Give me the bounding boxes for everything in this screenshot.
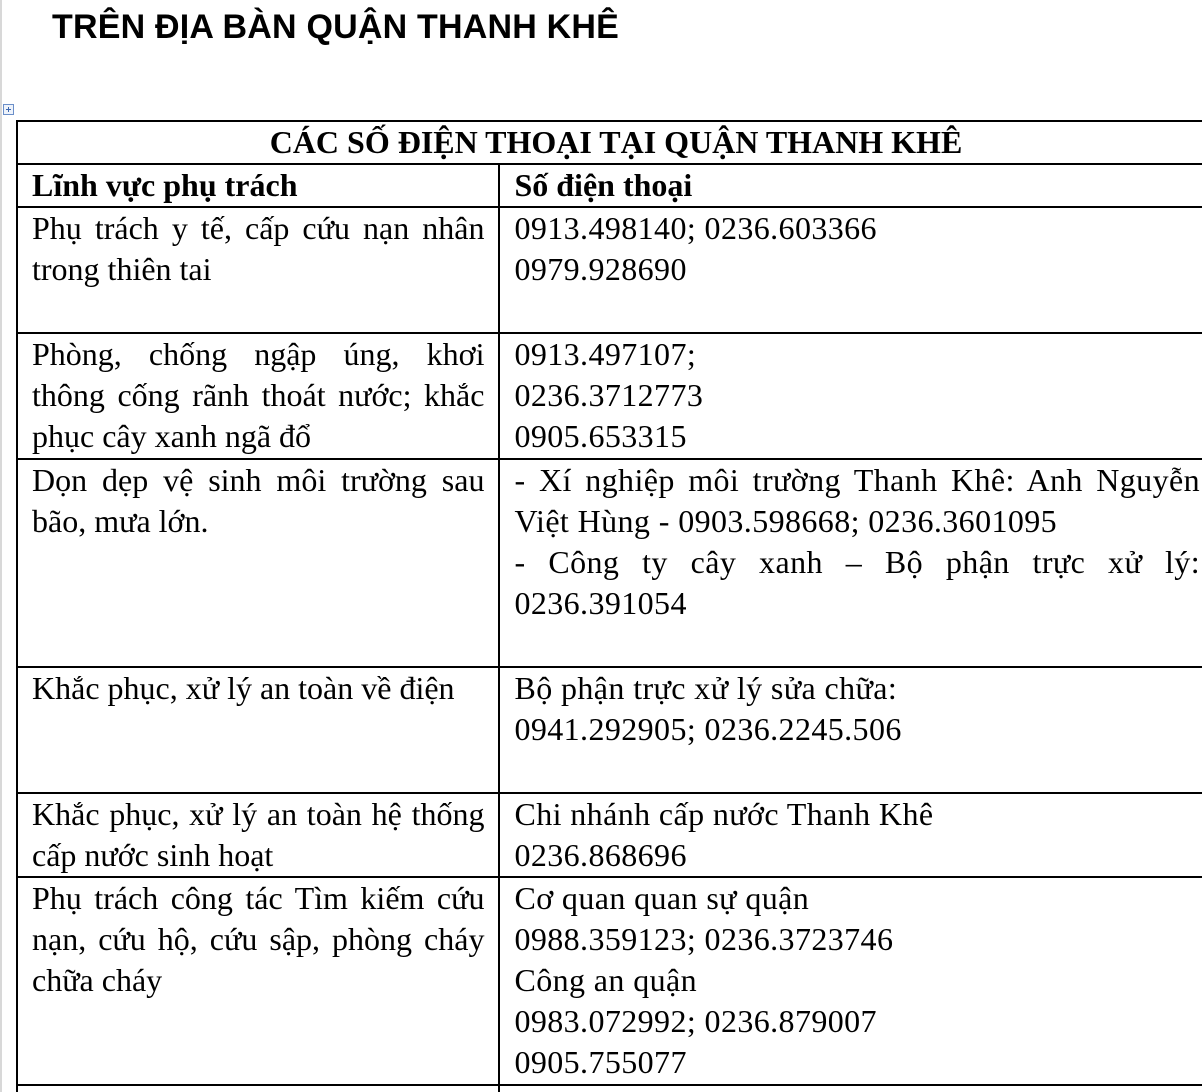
phone-cell xyxy=(499,333,1202,459)
phone-line: 0941.292905; 0236.2245.506 xyxy=(514,711,902,747)
phone-line: 0236.3712773 xyxy=(514,377,704,413)
table-row xyxy=(17,207,1202,333)
phone-line: Bộ phận trực xử lý sửa chữa: xyxy=(514,670,898,706)
phone-cell xyxy=(499,459,1202,667)
field-cell: Dọn dẹp vệ sinh môi trường sau bão, mưa lớn. xyxy=(17,459,499,667)
phone-cell xyxy=(499,877,1202,1085)
phone-line: Công an quận xyxy=(514,962,698,998)
table-row-continued xyxy=(17,1085,1202,1092)
phone-line: 0988.359123; 0236.3723746 xyxy=(514,921,894,957)
phone-line: Chi nhánh cấp nước Thanh Khê xyxy=(514,796,934,832)
field-cell: Phụ trách công tác Tìm kiếm cứu nạn, cứu hộ, cứu sập, phòng cháy chữa cháy xyxy=(17,877,499,1085)
phone-line: 0905.653315 xyxy=(514,418,687,454)
phone-line: 0913.497107; xyxy=(514,336,697,372)
phone-line: Cơ quan quan sự quận xyxy=(514,880,810,916)
table-move-handle-icon[interactable] xyxy=(3,104,14,115)
phone-line: 0979.928690 xyxy=(514,251,687,287)
phone-block: - Công ty cây xanh – Bộ phận trực xử lý: 0236.391054 xyxy=(514,544,1200,621)
header-field: Lĩnh vực phụ trách xyxy=(17,164,499,207)
field-cell: Khắc phục, xử lý an toàn hệ thống cấp nước sinh hoạt xyxy=(17,793,499,877)
phone-line: 0913.498140; 0236.603366 xyxy=(514,210,877,246)
phone-cell-empty xyxy=(499,1085,1202,1092)
phone-line: 0983.072992; 0236.879007 xyxy=(514,1003,877,1039)
table-row xyxy=(17,459,1202,667)
table-header-row xyxy=(17,164,1202,207)
table-caption-row xyxy=(17,121,1202,164)
field-cell: Phòng, chống ngập úng, khơi thông cống rãnh thoát nước; khắc phục cây xanh ngã đổ xyxy=(17,333,499,459)
table-row xyxy=(17,877,1202,1085)
phone-line: 0236.868696 xyxy=(514,837,687,873)
page-title: TRÊN ĐỊA BÀN QUẬN THANH KHÊ xyxy=(52,8,620,46)
phone-directory-table xyxy=(16,120,1202,1092)
table-row xyxy=(17,667,1202,793)
phone-cell xyxy=(499,667,1202,793)
table-row xyxy=(17,793,1202,877)
phone-cell xyxy=(499,207,1202,333)
header-phone: Số điện thoại xyxy=(499,164,1202,207)
phone-cell xyxy=(499,793,1202,877)
field-cell: Phụ trách y tế, cấp cứu nạn nhân trong thiên tai xyxy=(17,207,499,333)
phone-block: - Xí nghiệp môi trường Thanh Khê: Anh Nguyễn Việt Hùng - 0903.598668; 0236.3601095 xyxy=(514,462,1200,539)
table-caption: CÁC SỐ ĐIỆN THOẠI TẠI QUẬN THANH KHÊ xyxy=(17,121,1202,164)
field-cell-empty xyxy=(17,1085,499,1092)
table-row xyxy=(17,333,1202,459)
page-edge xyxy=(0,0,2,1092)
field-cell: Khắc phục, xử lý an toàn về điện xyxy=(17,667,499,793)
phone-line: 0905.755077 xyxy=(514,1044,687,1080)
